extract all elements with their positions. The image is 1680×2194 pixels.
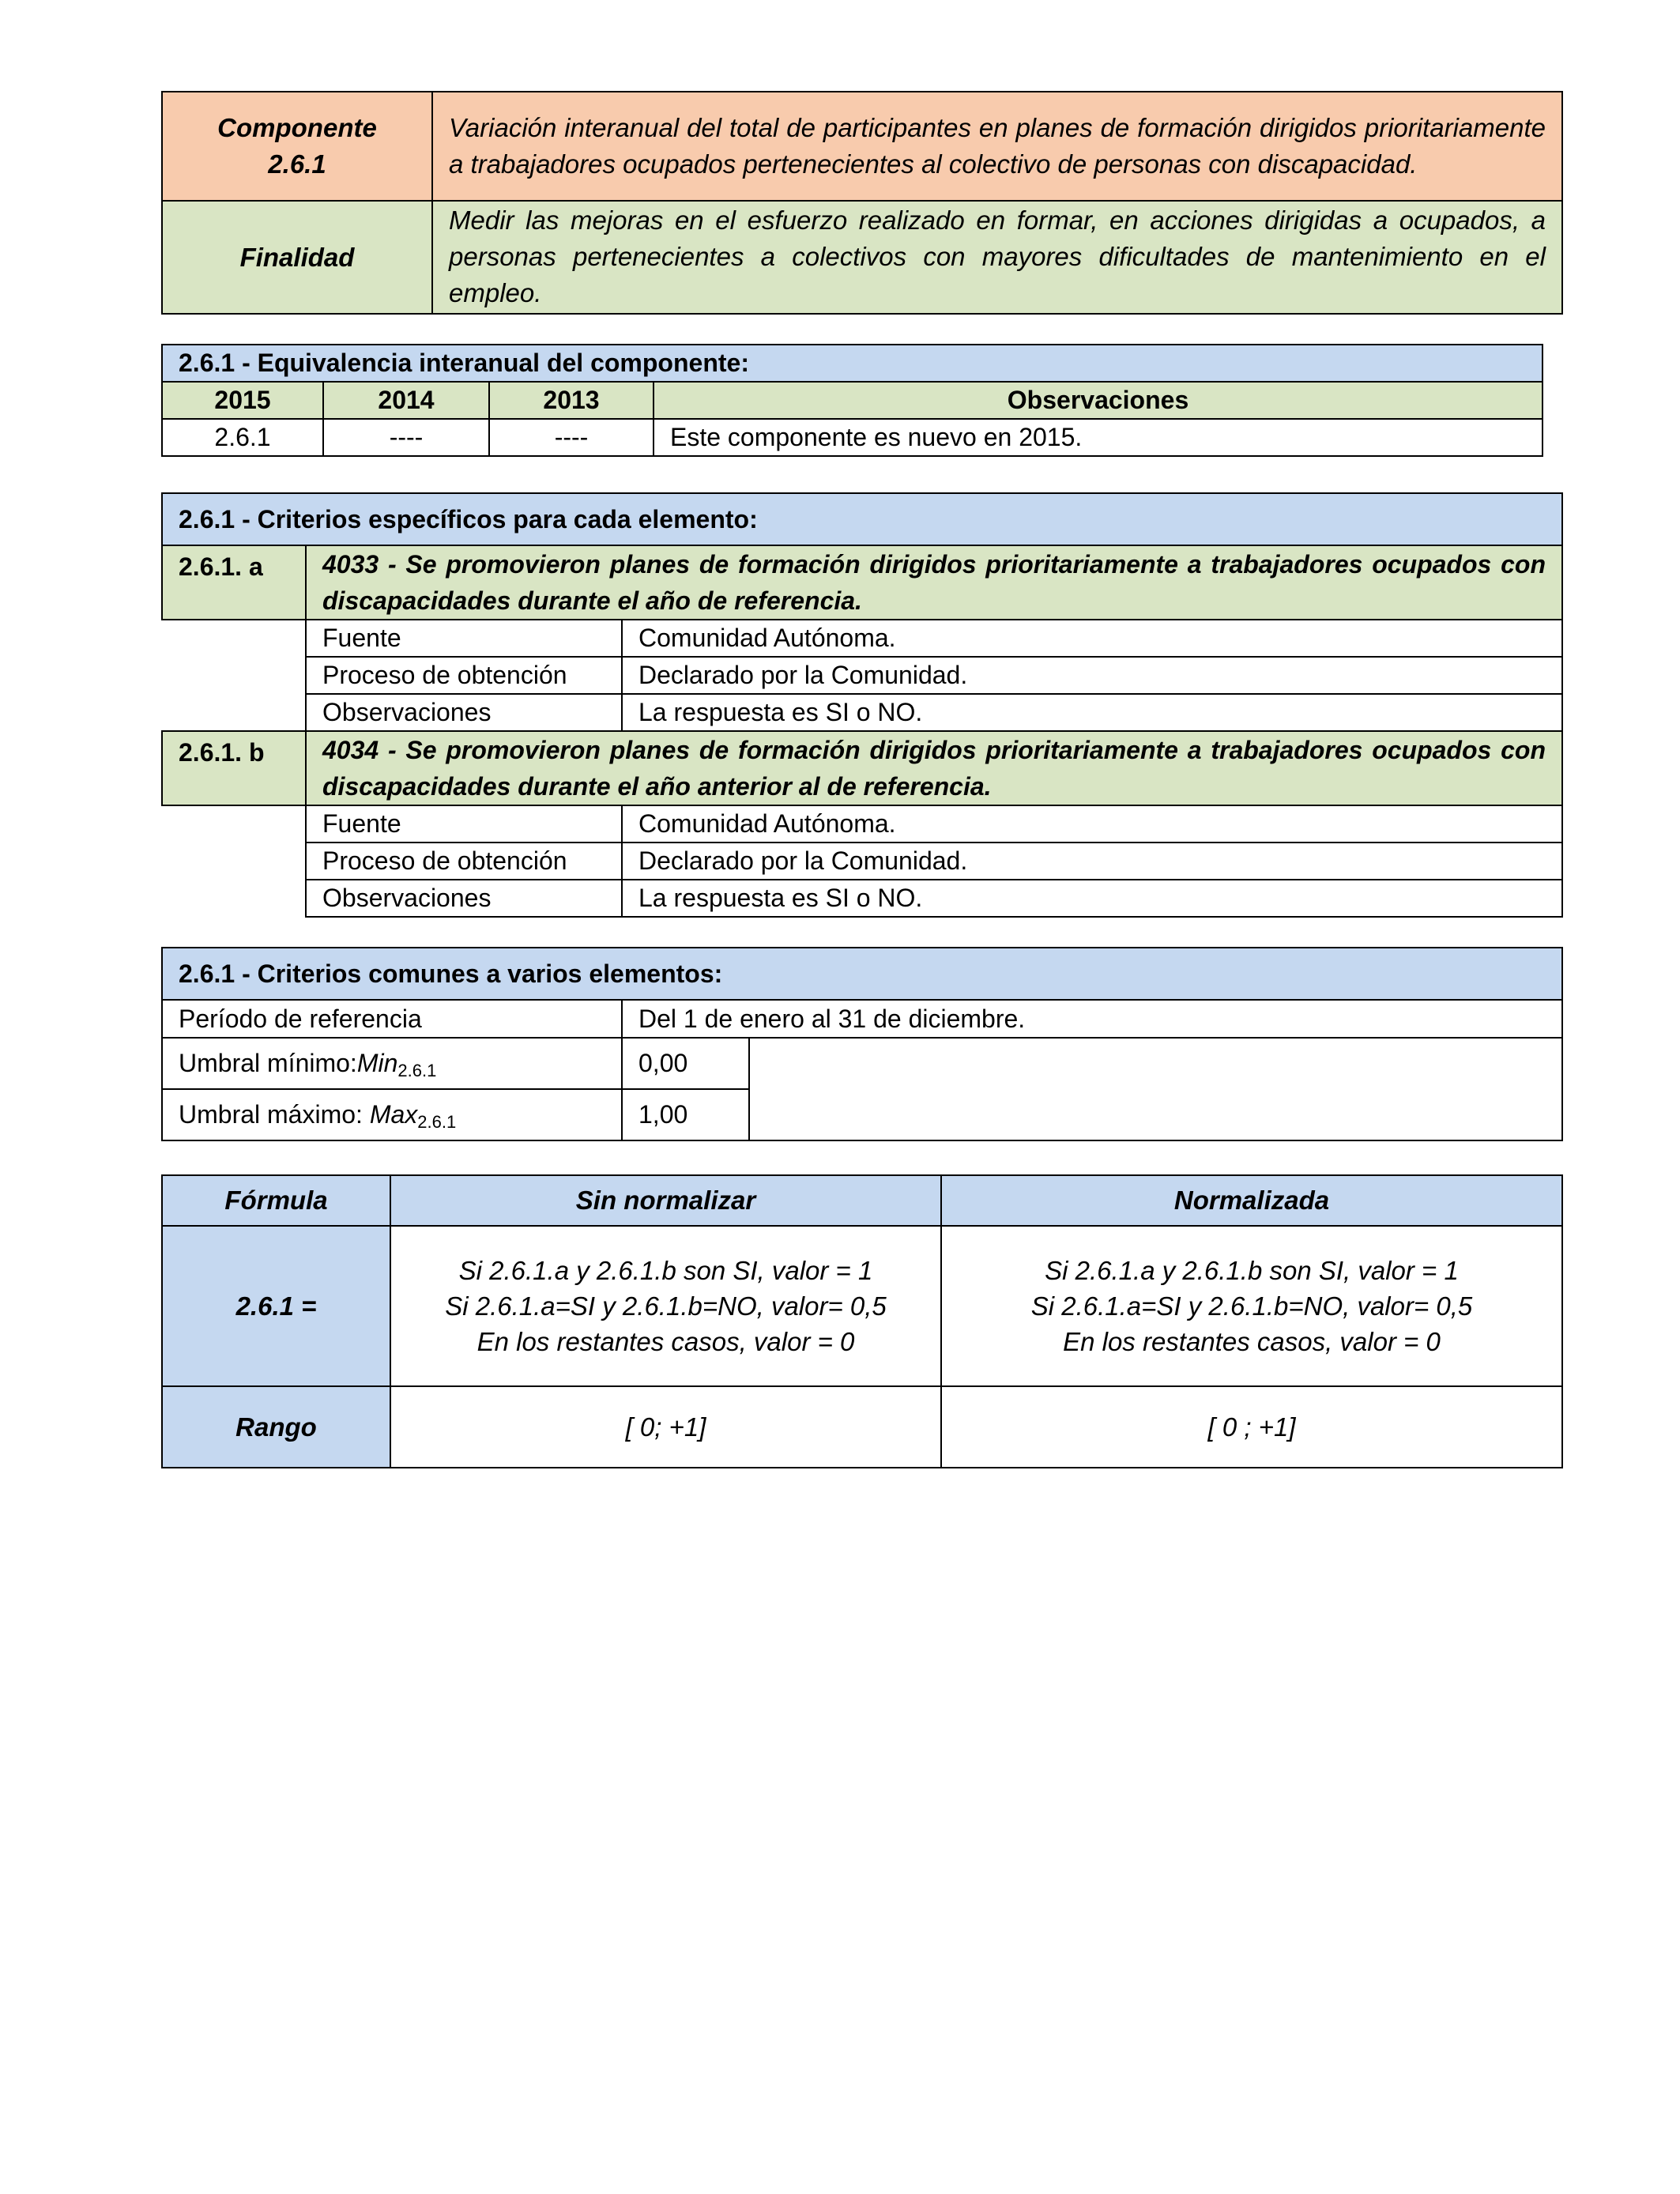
component-label: [162, 92, 432, 201]
element-b-fuente-value: Comunidad Autónoma.: [622, 805, 1562, 843]
element-b-observaciones-label: Observaciones: [306, 880, 622, 917]
criterios-comunes-table: [161, 947, 1563, 1141]
periodo-label: Período de referencia: [162, 1000, 622, 1038]
equivalencia-header-observaciones: Observaciones: [654, 382, 1543, 419]
sin-normalizar-line-3: En los restantes casos, valor = 0: [477, 1327, 855, 1356]
equivalencia-cell-2015: 2.6.1: [162, 419, 323, 456]
umbral-maximo-sub: 2.6.1: [417, 1112, 457, 1132]
periodo-value: Del 1 de enero al 31 de diciembre.: [622, 1000, 1562, 1038]
spacer-cell: [162, 843, 306, 880]
element-a-fuente-value: Comunidad Autónoma.: [622, 620, 1562, 657]
equivalencia-title: 2.6.1 - Equivalencia interanual del componente:: [162, 345, 1543, 382]
formula-label: 2.6.1 =: [162, 1226, 390, 1386]
normalizada-header: Normalizada: [941, 1175, 1562, 1226]
component-table: [161, 91, 1563, 315]
normalizada-line-3: En los restantes casos, valor = 0: [1063, 1327, 1441, 1356]
spacer-cell: [162, 805, 306, 843]
element-b-proceso-value: Declarado por la Comunidad.: [622, 843, 1562, 880]
umbral-minimo-value: 0,00: [622, 1038, 749, 1089]
umbral-minimo-sub: 2.6.1: [397, 1061, 437, 1080]
element-a-observaciones-value: La respuesta es SI o NO.: [622, 694, 1562, 731]
normalizada-line-2: Si 2.6.1.a=SI y 2.6.1.b=NO, valor= 0,5: [1030, 1291, 1473, 1321]
sin-normalizar-line-2: Si 2.6.1.a=SI y 2.6.1.b=NO, valor= 0,5: [445, 1291, 887, 1321]
equivalencia-header-2015: 2015: [162, 382, 323, 419]
criterios-comunes-title: 2.6.1 - Criterios comunes a varios elementos:: [162, 948, 1562, 1000]
element-a-proceso-value: Declarado por la Comunidad.: [622, 657, 1562, 694]
rango-normalizada: [ 0 ; +1]: [941, 1386, 1562, 1468]
umbral-maximo-label: [162, 1089, 622, 1140]
formula-header: Fórmula: [162, 1175, 390, 1226]
umbral-minimo-label: [162, 1038, 622, 1089]
element-a-observaciones-label: Observaciones: [306, 694, 622, 731]
formula-table: [161, 1174, 1563, 1468]
component-description: Variación interanual del total de participantes en planes de formación dirigidos prioritariamente a trabajadores ocupados pertenecientes al colectivo de personas con discapacidad.: [432, 92, 1562, 201]
element-a-proceso-label: Proceso de obtención: [306, 657, 622, 694]
criterios-especificos-table: [161, 492, 1563, 918]
spacer-cell: [162, 620, 306, 657]
component-label-line1: Componente: [217, 113, 377, 142]
equivalencia-table: [161, 344, 1543, 457]
spacer-cell: [162, 880, 306, 917]
umbral-empty-cell: [749, 1038, 1562, 1140]
element-b-proceso-label: Proceso de obtención: [306, 843, 622, 880]
finalidad-label: Finalidad: [162, 201, 432, 314]
criterios-especificos-title: 2.6.1 - Criterios específicos para cada elemento:: [162, 493, 1562, 545]
normalizada-formula: [941, 1226, 1562, 1386]
component-label-line2: 2.6.1: [268, 149, 326, 179]
umbral-maximo-value: 1,00: [622, 1089, 749, 1140]
sin-normalizar-line-1: Si 2.6.1.a y 2.6.1.b son SI, valor = 1: [458, 1256, 873, 1285]
element-a-description: 4033 - Se promovieron planes de formación dirigidos prioritariamente a trabajadores ocupados con discapacidades durante el año de referencia.: [306, 545, 1562, 620]
spacer-cell: [162, 657, 306, 694]
sin-normalizar-formula: [390, 1226, 941, 1386]
element-b-code: 2.6.1. b: [162, 731, 306, 805]
umbral-minimo-var: Min: [356, 1049, 398, 1077]
element-b-observaciones-value: La respuesta es SI o NO.: [622, 880, 1562, 917]
rango-label: Rango: [162, 1386, 390, 1468]
element-b-fuente-label: Fuente: [306, 805, 622, 843]
equivalencia-header-2014: 2014: [323, 382, 489, 419]
rango-sin-normalizar: [ 0; +1]: [390, 1386, 941, 1468]
element-a-fuente-label: Fuente: [306, 620, 622, 657]
equivalencia-cell-2013: ----: [489, 419, 654, 456]
equivalencia-cell-observaciones: Este componente es nuevo en 2015.: [654, 419, 1543, 456]
umbral-minimo-text: Umbral mínimo:: [179, 1049, 357, 1077]
equivalencia-cell-2014: ----: [323, 419, 489, 456]
umbral-maximo-text: Umbral máximo:: [179, 1100, 370, 1129]
element-a-code: 2.6.1. a: [162, 545, 306, 620]
equivalencia-header-2013: 2013: [489, 382, 654, 419]
sin-normalizar-header: Sin normalizar: [390, 1175, 941, 1226]
finalidad-text: Medir las mejoras en el esfuerzo realizado en formar, en acciones dirigidas a ocupados, a personas pertenecientes a colectivos con mayores dificultades de mantenimiento en el empleo.: [432, 201, 1562, 314]
element-b-description: 4034 - Se promovieron planes de formación dirigidos prioritariamente a trabajadores ocupados con discapacidades durante el año anterior al de referencia.: [306, 731, 1562, 805]
umbral-maximo-var: Max: [369, 1100, 418, 1129]
spacer-cell: [162, 694, 306, 731]
normalizada-line-1: Si 2.6.1.a y 2.6.1.b son SI, valor = 1: [1045, 1256, 1459, 1285]
